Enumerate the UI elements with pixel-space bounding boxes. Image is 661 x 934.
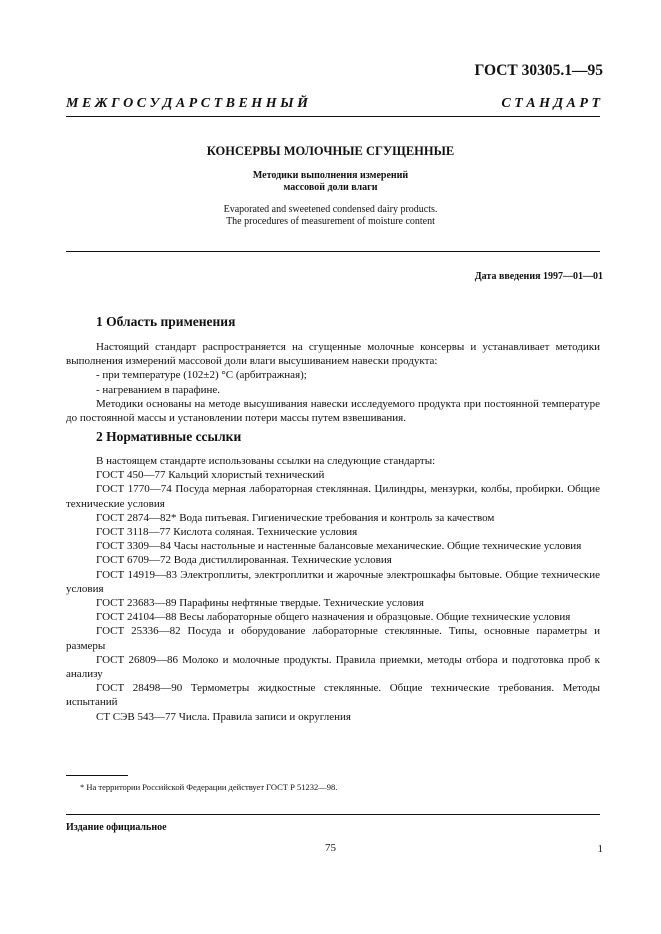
reference-item: ГОСТ 3309—84 Часы настольные и настенные балансовые механические. Общие технические условия bbox=[96, 540, 582, 553]
reference-item: ГОСТ 6709—72 Вода дистиллированная. Технические условия bbox=[96, 554, 392, 567]
reference-item: ГОСТ 2874—82* Вода питьевая. Гигиенические требования и контроль за качеством bbox=[96, 511, 495, 524]
reference-item: ГОСТ 1770—74 Посуда мерная лабораторная стеклянная. Цилиндры, мензурки, колбы, пробирки. Общие технические условия bbox=[66, 483, 600, 510]
banner-left: М Е Ж Г О С У Д А Р С Т В Е Н Н Ы Й bbox=[66, 96, 309, 111]
section-1-list-item-1: - при температуре (102±2) °С (арбитражная); bbox=[96, 369, 307, 382]
reference-item: ГОСТ 450—77 Кальций хлористый технический bbox=[96, 469, 325, 482]
reference-item: ГОСТ 28498—90 Термометры жидкостные стеклянные. Общие технические требования. Методы испытаний bbox=[66, 682, 600, 709]
reference-item: ГОСТ 3118—77 Кислота соляная. Технические условия bbox=[96, 526, 358, 539]
interstate-standard-banner bbox=[66, 96, 600, 112]
section-2-intro: В настоящем стандарте использованы ссылки на следующие стандарты: bbox=[96, 455, 436, 467]
reference-item: ГОСТ 25336—82 Посуда и оборудование лабораторные стеклянные. Типы, основные параметры и размеры bbox=[66, 625, 600, 652]
reference-item: ГОСТ 23683—89 Парафины нефтяные твердые. Технические условия bbox=[96, 597, 424, 610]
document-title: КОНСЕРВЫ МОЛОЧНЫЕ СГУЩЕННЫЕ bbox=[206, 144, 455, 158]
reference-item: ГОСТ 24104—88 Весы лабораторные общего назначения и образцовые. Общие технические условия bbox=[96, 611, 571, 624]
footnote: * На территории Российской Федерации действует ГОСТ Р 51232—98. bbox=[80, 782, 338, 792]
section-1-paragraph-2: Методики основаны на методе высушивания навески исследуемого продукта при постоянной температуре до постоянной массы и установлении потери массы путем взвешивания. bbox=[66, 397, 600, 425]
english-title-line-2: The procedures of measurement of moisture content bbox=[226, 216, 435, 227]
footer-rule bbox=[66, 814, 600, 815]
banner-right: С Т А Н Д А Р Т bbox=[501, 96, 600, 111]
subtitle-line-2: массовой доли влаги bbox=[283, 182, 378, 193]
reference-item: ГОСТ 26809—86 Молоко и молочные продукты. Правила приемки, методы отбора и подготовка проб к анализу bbox=[66, 653, 600, 681]
english-title-line-1: Evaporated and sweetened condensed dairy products. bbox=[223, 204, 438, 215]
reference-item: СТ СЭВ 543—77 Числа. Правила записи и округления bbox=[96, 710, 351, 723]
section-1-list-item-2: - нагреванием в парафине. bbox=[96, 383, 221, 396]
section-1-body bbox=[66, 340, 600, 425]
page-number: 75 bbox=[325, 842, 336, 854]
title-rule bbox=[66, 251, 600, 252]
standard-number: ГОСТ 30305.1—95 bbox=[474, 62, 603, 79]
subtitle-line-1: Методики выполнения измерений bbox=[252, 170, 409, 181]
top-rule bbox=[66, 116, 600, 117]
sheet-number: 1 bbox=[597, 843, 603, 855]
section-1-heading: 1 Область применения bbox=[96, 314, 236, 329]
section-1-paragraph-1: Настоящий стандарт распространяется на сгущенные молочные консервы и устанавливает методики выполнения измерений массовой доли влаги высушиванием навески продукта: bbox=[66, 341, 600, 368]
english-title bbox=[0, 204, 661, 228]
section-2-heading: 2 Нормативные ссылки bbox=[96, 429, 242, 444]
introduction-date: Дата введения 1997—01—01 bbox=[474, 271, 603, 282]
footnote-separator bbox=[66, 775, 128, 776]
official-edition-label: Издание официальное bbox=[66, 822, 167, 833]
reference-item: ГОСТ 14919—83 Электроплиты, электроплитки и жарочные электрошкафы бытовые. Общие технические условия bbox=[66, 568, 600, 595]
document-subtitle bbox=[0, 170, 661, 194]
section-2-body bbox=[66, 454, 600, 724]
